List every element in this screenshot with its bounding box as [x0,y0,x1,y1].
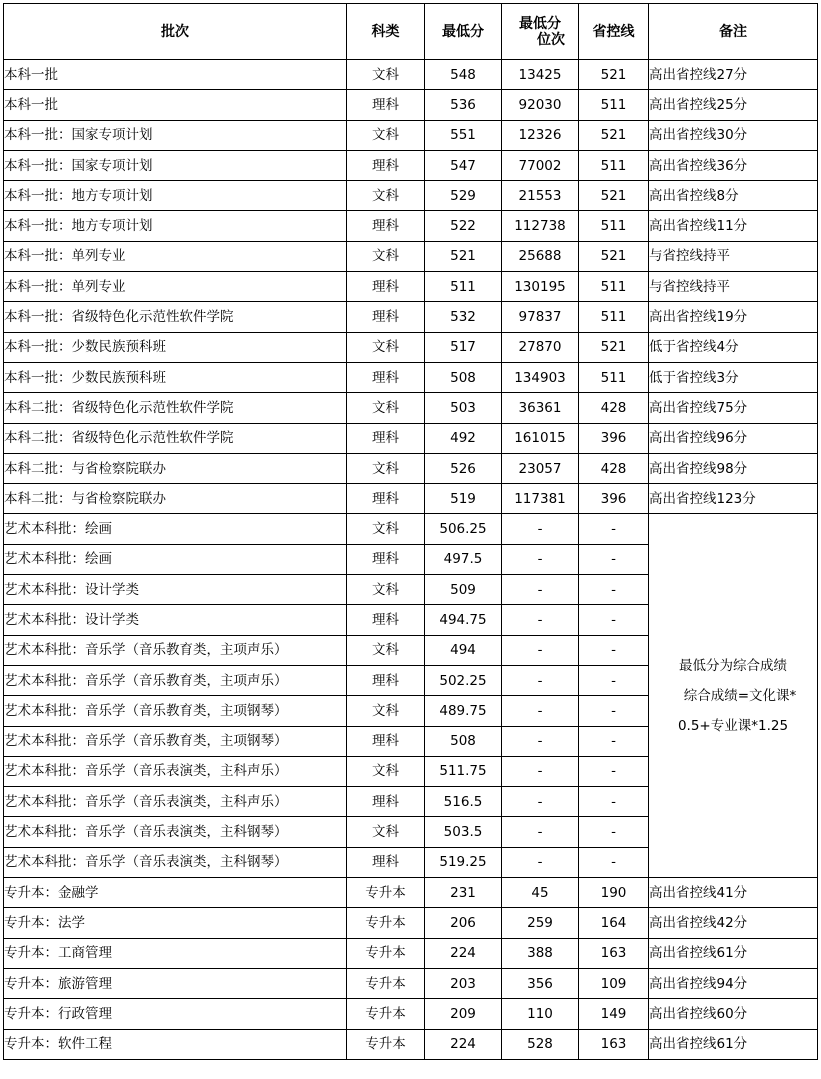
min-score-cell: 516.5 [425,787,502,817]
control-line-cell: 511 [579,362,649,392]
min-score-cell: 224 [425,1029,502,1059]
control-line-cell: 521 [579,60,649,90]
batch-cell: 本科一批：少数民族预科班 [4,332,347,362]
control-line-cell: 521 [579,332,649,362]
min-score-cell: 503.5 [425,817,502,847]
min-score-cell: 522 [425,211,502,241]
batch-cell: 本科一批：单列专业 [4,272,347,302]
min-rank-cell: 356 [502,968,579,998]
art-note-line3: 0.5+专业课*1.25 [677,717,789,734]
note-cell: 高出省控线41分 [649,878,818,908]
batch-cell: 本科二批：与省检察院联办 [4,484,347,514]
category-cell: 专升本 [347,908,425,938]
min-score-cell: 497.5 [425,544,502,574]
min-score-cell: 519 [425,484,502,514]
category-cell: 文科 [347,575,425,605]
table-row [4,938,818,968]
control-line-cell: - [579,787,649,817]
batch-cell: 艺术本科批：设计学类 [4,575,347,605]
table-row [4,181,818,211]
category-cell: 理科 [347,726,425,756]
batch-cell: 专升本：工商管理 [4,938,347,968]
batch-cell: 艺术本科批：音乐学（音乐教育类，主项钢琴） [4,696,347,726]
category-cell: 理科 [347,847,425,877]
min-score-cell: 492 [425,423,502,453]
control-line-cell: 396 [579,484,649,514]
control-line-cell: 396 [579,423,649,453]
note-cell: 与省控线持平 [649,272,818,302]
min-score-cell: 209 [425,999,502,1029]
note-cell: 高出省控线75分 [649,393,818,423]
header-note: 备注 [649,4,818,60]
control-line-cell: - [579,635,649,665]
batch-cell: 专升本：旅游管理 [4,968,347,998]
note-cell: 高出省控线94分 [649,968,818,998]
control-line-cell: - [579,575,649,605]
category-cell: 理科 [347,544,425,574]
table-row [4,908,818,938]
batch-cell: 专升本：金融学 [4,878,347,908]
min-rank-cell: - [502,726,579,756]
control-line-cell: - [579,696,649,726]
min-rank-cell: 110 [502,999,579,1029]
min-score-cell: 509 [425,575,502,605]
control-line-cell: 163 [579,938,649,968]
min-score-cell: 511.75 [425,756,502,786]
table-row [4,423,818,453]
batch-cell: 艺术本科批：音乐学（音乐表演类，主科钢琴） [4,817,347,847]
batch-cell: 本科一批：少数民族预科班 [4,362,347,392]
batch-cell: 艺术本科批：音乐学（音乐教育类，主项声乐） [4,635,347,665]
note-cell: 与省控线持平 [649,241,818,271]
category-cell: 文科 [347,181,425,211]
batch-cell: 本科一批 [4,90,347,120]
min-score-cell: 529 [425,181,502,211]
category-cell: 文科 [347,332,425,362]
control-line-cell: 511 [579,90,649,120]
min-score-cell: 508 [425,362,502,392]
category-cell: 理科 [347,787,425,817]
control-line-cell: 521 [579,241,649,271]
control-line-cell: - [579,847,649,877]
header-min-rank-line2: 位次 [537,31,565,48]
art-note-cell [649,514,818,878]
category-cell: 理科 [347,665,425,695]
category-cell: 理科 [347,272,425,302]
batch-cell: 艺术本科批：绘画 [4,514,347,544]
table-row [4,878,818,908]
note-cell: 高出省控线96分 [649,423,818,453]
table-row [4,90,818,120]
note-cell: 高出省控线30分 [649,120,818,150]
batch-cell: 艺术本科批：音乐学（音乐教育类，主项钢琴） [4,726,347,756]
note-cell: 高出省控线42分 [649,908,818,938]
table-row [4,362,818,392]
min-score-cell: 224 [425,938,502,968]
note-cell: 高出省控线123分 [649,484,818,514]
control-line-cell: 428 [579,453,649,483]
min-score-cell: 503 [425,393,502,423]
header-row [4,4,818,60]
min-rank-cell: - [502,544,579,574]
batch-cell: 艺术本科批：音乐学（音乐教育类，主项声乐） [4,665,347,695]
control-line-cell: - [579,544,649,574]
min-rank-cell: - [502,665,579,695]
category-cell: 文科 [347,514,425,544]
min-rank-cell: 130195 [502,272,579,302]
min-score-cell: 489.75 [425,696,502,726]
min-score-cell: 547 [425,150,502,180]
category-cell: 文科 [347,453,425,483]
category-cell: 文科 [347,756,425,786]
note-cell: 高出省控线8分 [649,181,818,211]
batch-cell: 本科一批：单列专业 [4,241,347,271]
header-category: 科类 [347,4,425,60]
note-cell: 高出省控线60分 [649,999,818,1029]
category-cell: 理科 [347,423,425,453]
control-line-cell: 428 [579,393,649,423]
min-rank-cell: - [502,635,579,665]
control-line-cell: 511 [579,272,649,302]
note-cell: 高出省控线19分 [649,302,818,332]
control-line-cell: 511 [579,302,649,332]
category-cell: 文科 [347,817,425,847]
category-cell: 专升本 [347,999,425,1029]
batch-cell: 本科一批：国家专项计划 [4,150,347,180]
min-rank-cell: - [502,817,579,847]
batch-cell: 本科二批：与省检察院联办 [4,453,347,483]
min-score-cell: 203 [425,968,502,998]
batch-cell: 艺术本科批：设计学类 [4,605,347,635]
min-rank-cell: - [502,696,579,726]
min-rank-cell: 27870 [502,332,579,362]
note-cell: 高出省控线27分 [649,60,818,90]
control-line-cell: 109 [579,968,649,998]
art-note-line2: 综合成绩=文化课* [683,687,797,704]
category-cell: 理科 [347,362,425,392]
min-score-cell: 532 [425,302,502,332]
category-cell: 文科 [347,241,425,271]
note-cell: 高出省控线98分 [649,453,818,483]
table-row [4,211,818,241]
min-rank-cell: 25688 [502,241,579,271]
header-min-rank [502,4,579,60]
category-cell: 专升本 [347,938,425,968]
min-score-cell: 231 [425,878,502,908]
batch-cell: 本科二批：省级特色化示范性软件学院 [4,423,347,453]
control-line-cell: 149 [579,999,649,1029]
control-line-cell: - [579,605,649,635]
control-line-cell: 190 [579,878,649,908]
min-score-cell: 511 [425,272,502,302]
min-score-cell: 508 [425,726,502,756]
min-rank-cell: 388 [502,938,579,968]
min-score-cell: 521 [425,241,502,271]
control-line-cell: - [579,726,649,756]
min-rank-cell: 134903 [502,362,579,392]
min-score-cell: 517 [425,332,502,362]
table-row [4,150,818,180]
control-line-cell: 511 [579,150,649,180]
min-rank-cell: - [502,847,579,877]
table-header [4,4,818,60]
category-cell: 文科 [347,120,425,150]
category-cell: 理科 [347,211,425,241]
note-cell: 高出省控线11分 [649,211,818,241]
batch-cell: 艺术本科批：音乐学（音乐表演类，主科声乐） [4,756,347,786]
batch-cell: 本科一批：国家专项计划 [4,120,347,150]
min-rank-cell: - [502,575,579,605]
min-rank-cell: - [502,756,579,786]
min-score-cell: 526 [425,453,502,483]
batch-cell: 专升本：行政管理 [4,999,347,1029]
min-rank-cell: 13425 [502,60,579,90]
category-cell: 文科 [347,60,425,90]
min-score-cell: 494.75 [425,605,502,635]
min-rank-cell: 161015 [502,423,579,453]
table-row [4,484,818,514]
category-cell: 理科 [347,484,425,514]
min-rank-cell: 36361 [502,393,579,423]
control-line-cell: 511 [579,211,649,241]
note-cell: 低于省控线4分 [649,332,818,362]
category-cell: 文科 [347,696,425,726]
min-score-cell: 206 [425,908,502,938]
table-row [4,272,818,302]
min-score-cell: 494 [425,635,502,665]
admission-score-table [3,3,818,1060]
batch-cell: 本科一批：地方专项计划 [4,211,347,241]
table-row [4,60,818,90]
min-score-cell: 519.25 [425,847,502,877]
batch-cell: 本科一批：省级特色化示范性软件学院 [4,302,347,332]
batch-cell: 艺术本科批：音乐学（音乐表演类，主科钢琴） [4,847,347,877]
control-line-cell: - [579,756,649,786]
min-score-cell: 506.25 [425,514,502,544]
control-line-cell: - [579,514,649,544]
category-cell: 专升本 [347,878,425,908]
min-score-cell: 536 [425,90,502,120]
header-batch: 批次 [4,4,347,60]
table-body [4,60,818,1060]
note-cell: 高出省控线25分 [649,90,818,120]
min-rank-cell: 92030 [502,90,579,120]
min-rank-cell: 23057 [502,453,579,483]
batch-cell: 专升本：法学 [4,908,347,938]
header-min-rank-line1: 最低分 [519,15,561,32]
header-control-line: 省控线 [579,4,649,60]
min-rank-cell: 97837 [502,302,579,332]
table-row [4,514,818,544]
control-line-cell: 163 [579,1029,649,1059]
table-row [4,302,818,332]
batch-cell: 专升本：软件工程 [4,1029,347,1059]
category-cell: 理科 [347,302,425,332]
note-cell: 高出省控线61分 [649,1029,818,1059]
category-cell: 理科 [347,150,425,180]
min-rank-cell: - [502,787,579,817]
min-rank-cell: 12326 [502,120,579,150]
category-cell: 理科 [347,90,425,120]
table-row [4,241,818,271]
min-rank-cell: - [502,605,579,635]
note-cell: 低于省控线3分 [649,362,818,392]
control-line-cell: - [579,817,649,847]
category-cell: 文科 [347,393,425,423]
control-line-cell: 521 [579,120,649,150]
control-line-cell: 521 [579,181,649,211]
batch-cell: 艺术本科批：绘画 [4,544,347,574]
batch-cell: 本科一批 [4,60,347,90]
score-table-container [3,3,818,1060]
min-rank-cell: 259 [502,908,579,938]
table-row [4,393,818,423]
table-row [4,1029,818,1059]
control-line-cell: 164 [579,908,649,938]
table-row [4,968,818,998]
min-score-cell: 548 [425,60,502,90]
note-cell: 高出省控线36分 [649,150,818,180]
batch-cell: 本科一批：地方专项计划 [4,181,347,211]
category-cell: 专升本 [347,968,425,998]
min-score-cell: 551 [425,120,502,150]
min-rank-cell: - [502,514,579,544]
batch-cell: 本科二批：省级特色化示范性软件学院 [4,393,347,423]
category-cell: 文科 [347,635,425,665]
table-row [4,332,818,362]
table-row [4,453,818,483]
min-rank-cell: 112738 [502,211,579,241]
category-cell: 专升本 [347,1029,425,1059]
category-cell: 理科 [347,605,425,635]
header-min-score: 最低分 [425,4,502,60]
min-rank-cell: 528 [502,1029,579,1059]
note-cell: 高出省控线61分 [649,938,818,968]
control-line-cell: - [579,665,649,695]
batch-cell: 艺术本科批：音乐学（音乐表演类，主科声乐） [4,787,347,817]
min-rank-cell: 21553 [502,181,579,211]
min-rank-cell: 77002 [502,150,579,180]
min-rank-cell: 117381 [502,484,579,514]
table-row [4,120,818,150]
table-row [4,999,818,1029]
min-score-cell: 502.25 [425,665,502,695]
min-rank-cell: 45 [502,878,579,908]
art-note-line1: 最低分为综合成绩 [679,657,787,674]
